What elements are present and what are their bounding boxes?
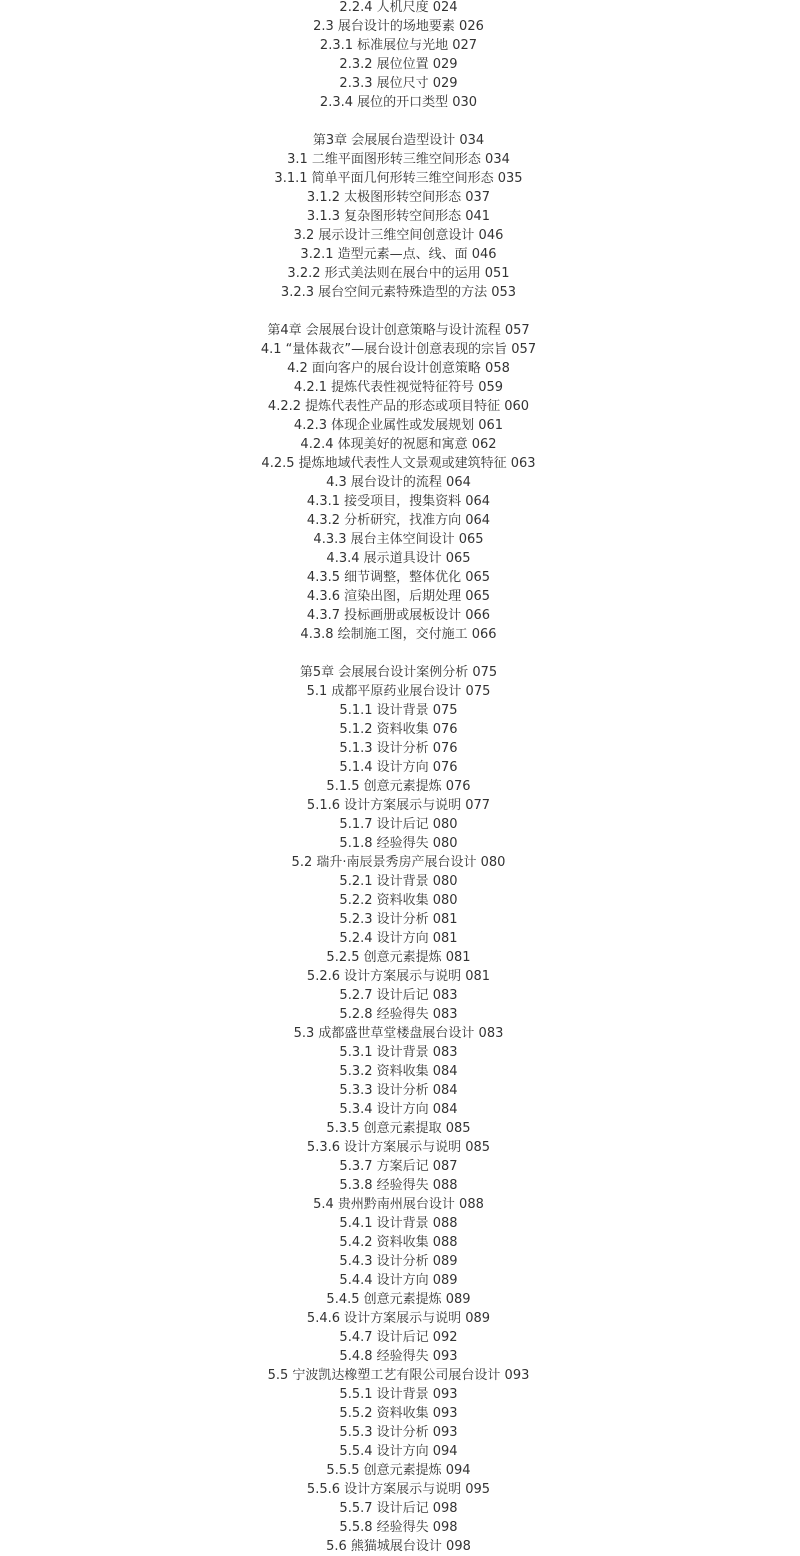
toc-entry: 5.2.4 设计方向 081 <box>339 931 458 946</box>
toc-entry: 5.2 瑞升·南辰景秀房产展台设计 080 <box>291 855 506 870</box>
toc-entry: 5.3.1 设计背景 083 <box>339 1045 458 1060</box>
toc-entry: 5.5.8 经验得失 098 <box>339 1520 458 1535</box>
toc-entry: 5.5 宁波凯达橡塑工艺有限公司展台设计 093 <box>267 1368 530 1383</box>
toc-entry: 4.2.3 体现企业属性或发展规划 061 <box>293 418 504 433</box>
toc-entry: 4.2.1 提炼代表性视觉特征符号 059 <box>293 380 504 395</box>
toc-entry: 5.5.3 设计分析 093 <box>339 1425 458 1440</box>
toc-entry: 3.2.1 造型元素—点、线、面 046 <box>300 247 497 262</box>
toc-entry: 5.5.4 设计方向 094 <box>339 1444 458 1459</box>
toc-entry: 3.1.1 简单平面几何形转三维空间形态 035 <box>274 171 523 186</box>
toc-entry: 5.1.4 设计方向 076 <box>339 760 458 775</box>
toc-entry: 5.3.8 经验得失 088 <box>339 1178 458 1193</box>
toc-entry: 4.3.3 展台主体空间设计 065 <box>313 532 484 547</box>
toc-chapter-heading: 第4章 会展展台设计创意策略与设计流程 057 <box>267 323 530 338</box>
toc-entry: 4.3.4 展示道具设计 065 <box>326 551 471 566</box>
toc-entry: 2.3.1 标准展位与光地 027 <box>319 38 478 53</box>
toc-entry: 5.2.1 设计背景 080 <box>339 874 458 889</box>
toc-entry: 4.2 面向客户的展台设计创意策略 058 <box>287 361 510 376</box>
toc-entry: 5.2.5 创意元素提炼 081 <box>326 950 471 965</box>
toc-entry: 5.4 贵州黔南州展台设计 088 <box>313 1197 484 1212</box>
toc-entry: 5.1.2 资料收集 076 <box>339 722 458 737</box>
toc-entry: 4.2.2 提炼代表性产品的形态或项目特征 060 <box>267 399 530 414</box>
toc-entry: 2.3.4 展位的开口类型 030 <box>319 95 478 110</box>
toc-entry: 4.3.7 投标画册或展板设计 066 <box>306 608 491 623</box>
toc-entry: 4.3 展台设计的流程 064 <box>326 475 471 490</box>
toc-entry: 5.4.7 设计后记 092 <box>339 1330 458 1345</box>
toc-entry: 5.3.4 设计方向 084 <box>339 1102 458 1117</box>
toc-entry: 5.3.7 方案后记 087 <box>339 1159 458 1174</box>
toc-entry: 5.2.7 设计后记 083 <box>339 988 458 1003</box>
toc-entry: 3.2.2 形式美法则在展台中的运用 051 <box>287 266 510 281</box>
toc-entry: 5.5.7 设计后记 098 <box>339 1501 458 1516</box>
toc-entry: 5.3.5 创意元素提取 085 <box>326 1121 471 1136</box>
toc-entry: 4.1 “量体裁衣”—展台设计创意表现的宗旨 057 <box>260 342 537 357</box>
toc-entry: 5.1.6 设计方案展示与说明 077 <box>306 798 491 813</box>
toc-entry: 3.1.3 复杂图形转空间形态 041 <box>306 209 491 224</box>
toc-entry: 3.1.2 太极图形转空间形态 037 <box>306 190 491 205</box>
toc-entry: 2.3.3 展位尺寸 029 <box>339 76 458 91</box>
toc-entry: 4.2.4 体现美好的祝愿和寓意 062 <box>300 437 497 452</box>
toc-entry: 5.3.2 资料收集 084 <box>339 1064 458 1079</box>
toc-entry: 3.1 二维平面图形转三维空间形态 034 <box>287 152 510 167</box>
toc-entry: 5.4.5 创意元素提炼 089 <box>326 1292 471 1307</box>
toc-entry: 5.1.3 设计分析 076 <box>339 741 458 756</box>
toc-entry: 5.3 成都盛世草堂楼盘展台设计 083 <box>293 1026 504 1041</box>
toc-entry: 5.2.2 资料收集 080 <box>339 893 458 908</box>
toc-entry: 5.3.6 设计方案展示与说明 085 <box>306 1140 491 1155</box>
toc-entry: 5.1.5 创意元素提炼 076 <box>326 779 471 794</box>
toc-entry: 4.3.5 细节调整，整体优化 065 <box>306 570 491 585</box>
toc-entry: 5.4.3 设计分析 089 <box>339 1254 458 1269</box>
toc-chapter-heading: 第3章 会展展台造型设计 034 <box>312 133 485 148</box>
toc-entry: 5.1 成都平原药业展台设计 075 <box>306 684 491 699</box>
toc-entry: 5.2.8 经验得失 083 <box>339 1007 458 1022</box>
toc-entry: 5.5.6 设计方案展示与说明 095 <box>306 1482 491 1497</box>
toc-entry: 5.1.1 设计背景 075 <box>339 703 458 718</box>
toc-entry: 4.3.1 接受项目，搜集资料 064 <box>306 494 491 509</box>
toc-entry: 5.1.7 设计后记 080 <box>339 817 458 832</box>
toc-entry: 5.5.5 创意元素提炼 094 <box>326 1463 471 1478</box>
toc-entry: 5.2.6 设计方案展示与说明 081 <box>306 969 491 984</box>
toc-entry: 5.3.3 设计分析 084 <box>339 1083 458 1098</box>
toc-entry: 3.2.3 展台空间元素特殊造型的方法 053 <box>280 285 517 300</box>
toc-entry: 5.5.2 资料收集 093 <box>339 1406 458 1421</box>
toc-entry: 2.3 展台设计的场地要素 026 <box>313 19 484 34</box>
toc-entry: 2.2.4 人机尺度 024 <box>339 0 458 15</box>
toc-entry: 2.3.2 展位位置 029 <box>339 57 458 72</box>
toc-entry: 5.1.8 经验得失 080 <box>339 836 458 851</box>
toc-entry: 5.4.2 资料收集 088 <box>339 1235 458 1250</box>
toc-entry: 5.2.3 设计分析 081 <box>339 912 458 927</box>
toc-entry: 4.3.6 渲染出图，后期处理 065 <box>306 589 491 604</box>
toc-entry: 5.4.1 设计背景 088 <box>339 1216 458 1231</box>
toc-entry: 4.2.5 提炼地域代表性人文景观或建筑特征 063 <box>261 456 536 471</box>
toc-entry: 5.4.6 设计方案展示与说明 089 <box>306 1311 491 1326</box>
toc-entry: 4.3.2 分析研究，找准方向 064 <box>306 513 491 528</box>
toc-entry: 5.5.1 设计背景 093 <box>339 1387 458 1402</box>
toc-entry: 5.4.8 经验得失 093 <box>339 1349 458 1364</box>
toc-entry: 5.6 熊猫城展台设计 098 <box>326 1539 471 1554</box>
toc-entry: 5.4.4 设计方向 089 <box>339 1273 458 1288</box>
toc-entry: 4.3.8 绘制施工图，交付施工 066 <box>300 627 497 642</box>
toc-chapter-heading: 第5章 会展展台设计案例分析 075 <box>299 665 498 680</box>
toc-entry: 3.2 展示设计三维空间创意设计 046 <box>293 228 504 243</box>
